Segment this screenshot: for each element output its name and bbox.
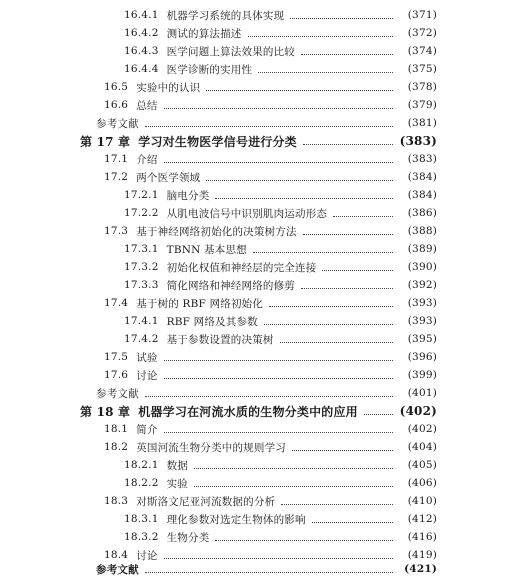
entry-page: (374) [407,45,437,57]
dot-leader [248,36,393,37]
chapter-number: 第 17 章 [80,134,131,149]
dot-leader [292,450,393,451]
entry-page: (386) [407,207,437,219]
dot-leader [164,108,393,109]
chapter-page: (402) [399,404,437,418]
entry-number: 16.4.1 [124,9,159,21]
entry-number: 18.1 [104,423,129,435]
dot-leader [253,252,393,253]
entry-title: 机器学习系统的具体实现 [166,9,285,22]
dot-leader [164,162,393,163]
entry-number: 16.5 [104,81,129,93]
entry-page: (395) [407,333,437,345]
entry-title: 总结 [136,99,158,112]
entry-number: 18.3.1 [124,513,159,525]
chapter-number: 第 18 章 [80,404,131,419]
entry-number: 16.4.3 [124,45,159,57]
entry-page: (406) [407,477,437,489]
entry-number: 17.5 [104,351,129,363]
dot-leader [303,234,393,235]
dot-leader [206,90,393,91]
entry-title: 讨论 [136,549,158,562]
dot-leader [312,522,393,523]
entry-page: (401) [407,387,437,399]
entry-page: (402) [407,423,437,435]
entry-title: 脑电分类 [166,189,210,202]
dot-leader [364,414,393,415]
entry-title: 基于参数设置的决策树 [166,333,274,346]
dot-leader [164,432,393,433]
entry-title: 实验中的认识 [136,81,201,94]
entry-number: 17.4.2 [124,333,159,345]
dot-leader [206,180,393,181]
dot-leader [215,198,393,199]
entry-number: 18.2.1 [124,459,159,471]
dot-leader [280,342,393,343]
entry-title: 生物分类 [166,531,210,544]
entry-page: (384) [407,171,437,183]
dot-leader [258,72,393,73]
entry-page: (410) [407,495,437,507]
chapter-title: 机器学习在河流水质的生物分类中的应用 [138,404,358,419]
entry-number: 18.4 [104,549,129,561]
entry-title: 初始化权值和神经层的完全连接 [166,261,317,274]
dot-leader [269,306,393,307]
entry-title: 介绍 [136,153,158,166]
entry-page: (372) [407,27,437,39]
entry-page: (390) [407,261,437,273]
dot-leader [333,216,393,217]
entry-number: 17.3.2 [124,261,159,273]
dot-leader [281,504,393,505]
dot-leader [164,378,393,379]
entry-page: (396) [407,351,437,363]
entry-page: (371) [407,9,437,21]
chapter-title: 学习对生物医学信号进行分类 [138,134,297,149]
dot-leader [301,54,393,55]
entry-page: (378) [407,81,437,93]
dot-leader [322,270,393,271]
entry-title: 两个医学领域 [136,171,201,184]
entry-title: 医学问题上算法效果的比较 [166,45,296,58]
entry-number: 18.3.2 [124,531,159,543]
entry-page: (393) [407,297,437,309]
entry-page: (399) [407,369,437,381]
entry-number: 17.2.1 [124,189,159,201]
entry-page: (405) [407,459,437,471]
entry-number: 17.3.3 [124,279,159,291]
entry-number: 18.2.2 [124,477,159,489]
entry-title: RBF 网络及其参数 [166,315,258,328]
dot-leader [164,360,393,361]
entry-title: 理化参数对选定生物体的影响 [166,513,306,526]
entry-page: (421) [404,563,437,575]
dot-leader [303,144,393,145]
entry-title: 讨论 [136,369,158,382]
entry-title: 测试的算法描述 [166,27,242,40]
entry-title: 数据 [166,459,189,472]
entry-number: 17.4.1 [124,315,159,327]
entry-number: 17.2.2 [124,207,159,219]
entry-number: 17.4 [104,297,129,309]
entry-number: 17.3.1 [124,243,159,255]
entry-title: 医学诊断的实用性 [166,63,253,76]
entry-number: 18.3 [104,495,129,507]
entry-page: (393) [407,315,437,327]
entry-page: (392) [407,279,437,291]
dot-leader [215,540,393,541]
entry-title: 简化网络和神经网络的修剪 [166,279,296,292]
entry-page: (389) [407,243,437,255]
dot-leader [194,486,393,487]
entry-title: 参考文献 [96,387,139,400]
entry-page: (381) [407,117,437,129]
toc-entry [96,558,437,580]
entry-page: (388) [407,225,437,237]
entry-number: 18.2 [104,441,129,453]
entry-title: 从肌电波信号中识别肌肉运动形态 [166,207,328,220]
entry-number: 16.4.2 [124,27,159,39]
entry-title: 基于树的 RBF 网络初始化 [136,297,264,310]
entry-page: (383) [407,153,437,165]
entry-page: (379) [407,99,437,111]
entry-page: (375) [407,63,437,75]
entry-title: 简介 [136,423,158,436]
dot-leader [301,288,393,289]
entry-title: 参考文献 [96,563,139,576]
entry-title: 对斯洛文尼亚河流数据的分析 [136,495,276,508]
entry-title: TBNN 基本思想 [166,243,247,256]
entry-title: 基于神经网络初始化的决策树方法 [136,225,297,238]
entry-title: 参考文献 [96,117,139,130]
entry-number: 17.2 [104,171,129,183]
entry-title: 英国河流生物分类中的规则学习 [136,441,286,454]
dot-leader [145,126,393,127]
dot-leader [264,324,393,325]
entry-page: (412) [407,513,437,525]
dot-leader [290,18,393,19]
entry-page: (384) [407,189,437,201]
entry-page: (419) [407,549,437,561]
dot-leader [145,572,393,573]
entry-number: 17.1 [104,153,129,165]
dot-leader [194,468,393,469]
entry-title: 实验 [166,477,189,490]
chapter-page: (383) [399,134,437,148]
entry-number: 16.4.4 [124,63,159,75]
entry-page: (416) [407,531,437,543]
entry-number: 17.3 [104,225,129,237]
dot-leader [145,396,393,397]
entry-number: 17.6 [104,369,129,381]
entry-number: 16.6 [104,99,129,111]
entry-title: 试验 [136,351,158,364]
entry-page: (404) [407,441,437,453]
